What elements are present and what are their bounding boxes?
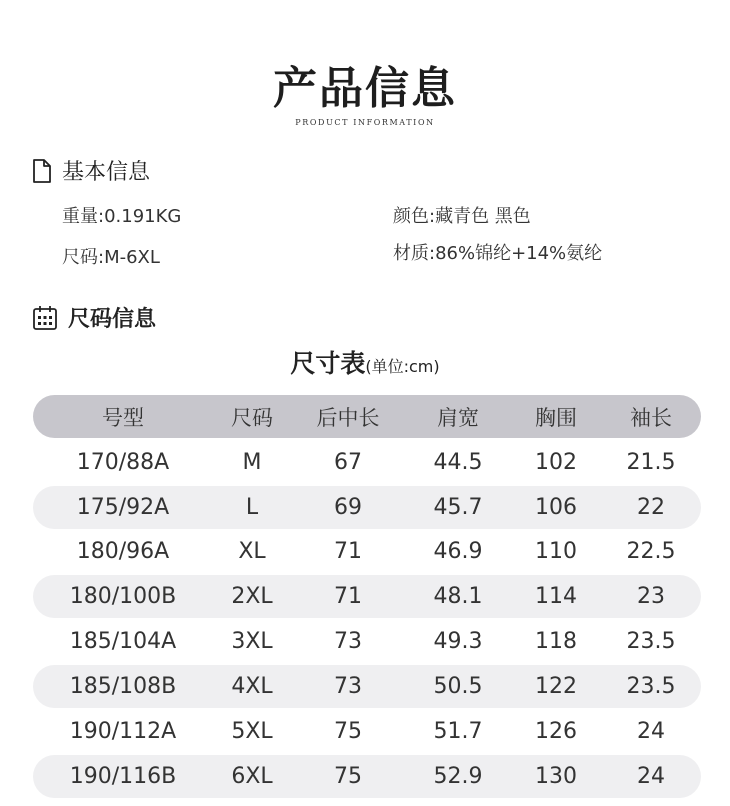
table-cell: 114: [535, 584, 577, 609]
table-cell: 75: [334, 719, 362, 744]
table-cell: 24: [637, 719, 665, 744]
table-cell: L: [245, 495, 259, 520]
table-cell: 45.7: [433, 495, 483, 520]
table-cell: 180/96A: [76, 539, 170, 564]
column-header: 袖长: [630, 405, 672, 430]
color-text: 颜色:藏青色 黑色: [393, 206, 531, 227]
table-cell: 190/112A: [69, 719, 177, 744]
table-cell: 102: [535, 450, 577, 475]
table-cell: 22: [637, 495, 665, 520]
page-subtitle: PRODUCT INFORMATION: [295, 118, 435, 127]
table-cell: 21.5: [626, 450, 676, 475]
table-cell: 2XL: [231, 584, 273, 609]
table-row: [33, 575, 701, 618]
table-cell: 185/104A: [69, 629, 177, 654]
table-cell: 23.5: [626, 629, 676, 654]
table-cell: 130: [535, 764, 577, 789]
table-cell: 73: [334, 629, 362, 654]
table-cell: 73: [334, 674, 362, 699]
table-cell: 4XL: [231, 674, 273, 699]
weight-text: 重量:0.191KG: [62, 206, 182, 227]
table-cell: 190/116B: [69, 764, 177, 789]
table-cell: 126: [535, 719, 577, 744]
size-table-title: [0, 344, 730, 380]
material-text: 材质:86%锦纶+14%氨纶: [393, 243, 603, 264]
table-cell: 75: [334, 764, 362, 789]
size-table-title-text: 尺寸表: [290, 349, 366, 378]
basic-info-heading-text: 基本信息: [62, 160, 151, 185]
table-cell: XL: [238, 539, 266, 564]
table-cell: 170/88A: [76, 450, 170, 475]
table-cell: 106: [535, 495, 577, 520]
document-icon: [32, 159, 52, 183]
table-cell: 67: [334, 450, 362, 475]
table-cell: M: [242, 450, 262, 475]
page-title: 产品信息: [273, 63, 457, 114]
table-cell: 23.5: [626, 674, 676, 699]
table-row: [33, 755, 701, 798]
table-cell: 175/92A: [76, 495, 170, 520]
column-header: 肩宽: [437, 405, 479, 430]
size-range-text: 尺码:M-6XL: [62, 247, 160, 268]
calendar-icon: [32, 305, 58, 331]
table-cell: 22.5: [626, 539, 676, 564]
table-row: [33, 530, 701, 573]
table-cell: 23: [637, 584, 665, 609]
table-row: [33, 486, 701, 529]
table-cell: 71: [334, 539, 362, 564]
size-info-heading-text: 尺码信息: [68, 307, 157, 332]
table-cell: 6XL: [231, 764, 273, 789]
basic-info-heading: [32, 155, 150, 186]
table-row: [33, 710, 701, 753]
table-cell: 110: [535, 539, 577, 564]
table-cell: 46.9: [433, 539, 483, 564]
table-cell: 122: [535, 674, 577, 699]
size-table-unit: (单位:cm): [365, 357, 440, 376]
table-cell: 71: [334, 584, 362, 609]
column-header: 尺码: [231, 405, 273, 430]
table-cell: 180/100B: [69, 584, 177, 609]
table-cell: 52.9: [433, 764, 483, 789]
table-row: [33, 665, 701, 708]
table-cell: 3XL: [231, 629, 273, 654]
table-row: [33, 620, 701, 663]
table-row: [33, 441, 701, 484]
table-header-row: [33, 395, 701, 438]
column-header: 胸围: [535, 405, 577, 430]
size-info-heading: [32, 302, 156, 333]
table-cell: 48.1: [433, 584, 483, 609]
table-cell: 50.5: [433, 674, 483, 699]
column-header: 号型: [102, 405, 144, 430]
table-cell: 5XL: [231, 719, 273, 744]
table-cell: 185/108B: [69, 674, 177, 699]
table-cell: 44.5: [433, 450, 483, 475]
column-header: 后中长: [316, 405, 380, 430]
table-cell: 49.3: [433, 629, 483, 654]
table-cell: 51.7: [433, 719, 483, 744]
table-cell: 24: [637, 764, 665, 789]
table-cell: 118: [535, 629, 577, 654]
table-cell: 69: [334, 495, 362, 520]
